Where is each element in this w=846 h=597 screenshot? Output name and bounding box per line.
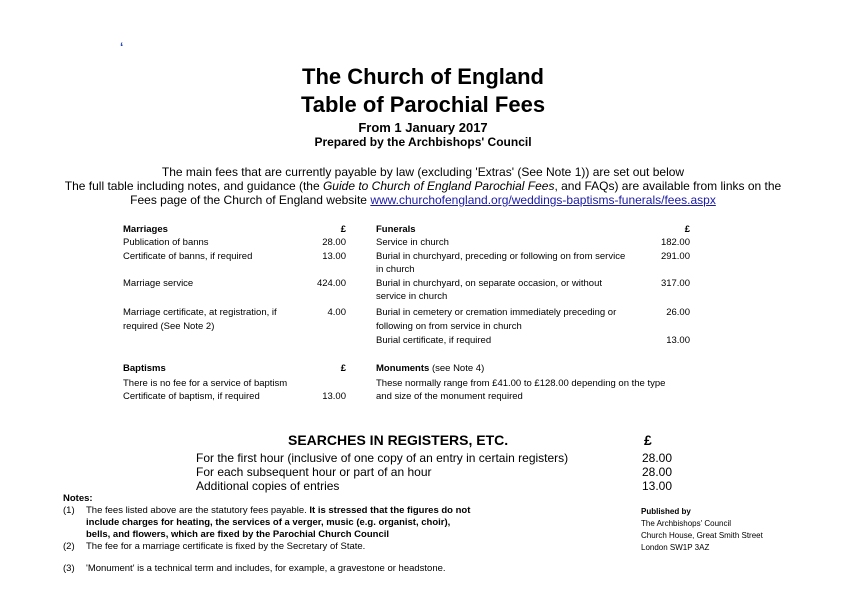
search-fee-amount: 28.00 <box>641 451 672 465</box>
fee-label-cont: required (See Note 2) <box>123 321 215 332</box>
monuments-note-ref: (see Note 4) <box>431 363 485 374</box>
intro-text: , and FAQs) are available from links on the <box>554 179 782 193</box>
note-1-line-3: bells, and flowers, which are fixed by the Parochial Church Council <box>86 529 390 540</box>
searches-heading: SEARCHES IN REGISTERS, ETC. <box>288 432 509 448</box>
monuments-text: These normally range from £41.00 to £128.00 depending on the type <box>376 378 666 389</box>
page-subtitle: Table of Parochial Fees <box>300 92 546 117</box>
fee-label: Burial in churchyard, on separate occasion, or without <box>376 278 603 289</box>
fee-amount: 317.00 <box>660 278 690 289</box>
monuments-heading: Monuments <box>376 363 430 374</box>
funerals-currency: £ <box>684 224 690 235</box>
prepared-by: Prepared by the Archbishops' Council <box>314 135 532 149</box>
note-emphasis: It is stressed that the figures do not <box>309 505 471 516</box>
fee-label: Service in church <box>376 237 449 248</box>
note-1-line-2: include charges for heating, the services of a verger, music (e.g. organist, choir), <box>86 517 451 528</box>
intro-text: Fees page of the Church of England website <box>130 193 371 207</box>
page-title: The Church of England <box>302 64 544 89</box>
fee-amount: 4.00 <box>327 307 346 318</box>
funerals-heading: Funerals <box>376 224 416 235</box>
publisher-city: London SW1P 3AZ <box>641 543 710 552</box>
baptisms-heading: Baptisms <box>123 363 166 374</box>
guide-title: Guide to Church of England Parochial Fees <box>322 179 555 193</box>
intro-paragraph <box>40 165 806 207</box>
intro-line-1: The main fees that are currently payable by law (excluding 'Extras' (See Note 1)) are set out below <box>161 165 685 179</box>
fee-label: Publication of banns <box>123 237 209 248</box>
publisher-heading: Published by <box>641 507 691 516</box>
fees-page-link[interactable]: www.churchofengland.org/weddings-baptisms-funerals/fees.aspx <box>370 193 716 207</box>
fee-amount: 13.00 <box>322 391 346 402</box>
fee-amount: 182.00 <box>660 237 690 248</box>
intro-line-3 <box>40 193 806 207</box>
fee-label: Certificate of banns, if required <box>123 251 253 262</box>
monuments-text-cont: and size of the monument required <box>376 391 523 402</box>
fee-label-cont: service in church <box>376 291 448 302</box>
note-text: The fees listed above are the statutory fees payable. <box>86 505 310 516</box>
fee-label: Burial in churchyard, preceding or following on from service <box>376 251 626 262</box>
note-2: The fee for a marriage certificate is fixed by the Secretary of State. <box>86 541 366 552</box>
monuments-heading-row <box>376 363 484 375</box>
intro-line-2 <box>40 179 806 193</box>
intro-text: The full table including notes, and guidance (the <box>64 179 323 193</box>
fee-label: Burial certificate, if required <box>376 335 492 346</box>
publisher-name: The Archbishops' Council <box>641 519 732 528</box>
fee-label: Marriage service <box>123 278 194 289</box>
search-fee-label: For the first hour (inclusive of one copy of an entry in certain registers) <box>196 451 569 465</box>
fee-amount: 13.00 <box>666 335 690 346</box>
marriages-currency: £ <box>340 224 346 235</box>
fee-label: There is no fee for a service of baptism <box>123 378 288 389</box>
note-3: 'Monument' is a technical term and includes, for example, a gravestone or headstone. <box>86 563 446 574</box>
note-number: (1) <box>63 505 75 516</box>
fee-amount: 424.00 <box>316 278 346 289</box>
baptisms-currency: £ <box>340 363 346 374</box>
note-1-line-1 <box>86 505 470 517</box>
fee-label: Burial in cemetery or cremation immediately preceding or <box>376 307 617 318</box>
fee-amount: 28.00 <box>322 237 346 248</box>
fee-label-cont: in church <box>376 264 415 275</box>
fee-amount: 13.00 <box>322 251 346 262</box>
note-number: (2) <box>63 541 75 552</box>
fee-label: Marriage certificate, at registration, if <box>123 307 277 318</box>
fee-label-cont: following on from service in church <box>376 321 522 332</box>
notes-heading: Notes: <box>63 493 93 504</box>
fee-amount: 291.00 <box>660 251 690 262</box>
marriages-heading: Marriages <box>123 224 168 235</box>
publisher-address: Church House, Great Smith Street <box>641 531 763 540</box>
search-fee-label: Additional copies of entries <box>196 479 340 493</box>
fee-amount: 26.00 <box>666 307 690 318</box>
search-fee-label: For each subsequent hour or part of an hour <box>196 465 432 479</box>
effective-date: From 1 January 2017 <box>358 120 488 135</box>
fee-label: Certificate of baptism, if required <box>123 391 260 402</box>
note-number: (3) <box>63 563 75 574</box>
stray-quote-mark: ‘ <box>120 40 124 54</box>
search-fee-amount: 28.00 <box>641 465 672 479</box>
searches-currency: £ <box>644 432 652 448</box>
search-fee-amount: 13.00 <box>641 479 672 493</box>
